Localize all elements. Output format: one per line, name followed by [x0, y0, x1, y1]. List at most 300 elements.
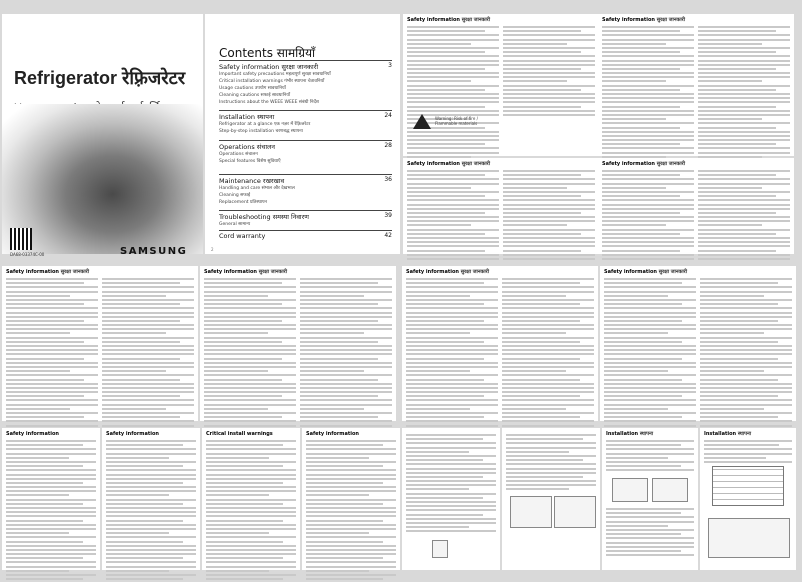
text-line	[300, 282, 378, 284]
toc-page-ref: 24	[384, 112, 392, 119]
text-line	[407, 229, 499, 231]
text-line	[406, 278, 498, 280]
text-line	[502, 303, 580, 305]
text-line	[700, 395, 778, 397]
text-line	[700, 353, 792, 355]
text-line	[606, 533, 681, 535]
text-line	[506, 488, 569, 490]
text-line	[300, 324, 392, 326]
text-line	[204, 341, 282, 343]
toc-row[interactable]: Handling and care संभाल और देखभाल	[219, 186, 295, 191]
toc-rule	[219, 140, 392, 141]
toc-row[interactable]: Special features विशेष सुविधाएँ	[219, 159, 281, 164]
text-line	[502, 307, 594, 309]
text-line	[602, 220, 694, 222]
text-line	[602, 101, 694, 103]
safety-page-9	[402, 266, 598, 421]
text-line	[502, 299, 594, 301]
text-line	[602, 106, 680, 108]
text-line	[106, 570, 169, 572]
text-line	[406, 307, 498, 309]
text-line	[698, 220, 790, 222]
text-line	[102, 295, 166, 297]
text-line	[700, 316, 792, 318]
text-line	[406, 425, 498, 427]
text-line	[503, 80, 567, 82]
text-line	[602, 237, 694, 239]
page-header	[602, 17, 685, 23]
text-line	[6, 299, 98, 301]
text-line	[6, 286, 98, 288]
page-header	[407, 17, 490, 23]
text-line	[204, 358, 282, 360]
text-line	[503, 110, 595, 112]
text-line	[206, 465, 283, 467]
text-line	[6, 332, 70, 334]
text-line	[704, 440, 792, 442]
page-header	[306, 431, 359, 437]
text-line	[6, 507, 96, 509]
text-line	[306, 457, 369, 459]
text-line	[204, 420, 296, 422]
text-line	[604, 379, 682, 381]
text-line	[306, 561, 396, 563]
text-line	[602, 139, 694, 141]
text-line	[698, 34, 790, 36]
text-column	[102, 278, 194, 429]
text-line	[102, 299, 194, 301]
text-line	[503, 89, 581, 91]
text-line	[306, 474, 396, 476]
text-line	[306, 482, 383, 484]
text-line	[206, 482, 283, 484]
text-line	[502, 332, 566, 334]
text-line	[698, 51, 776, 53]
text-line	[106, 469, 196, 471]
safety-page-12	[102, 428, 200, 570]
text-line	[6, 499, 96, 501]
text-line	[206, 515, 296, 517]
text-line	[406, 526, 469, 528]
text-line	[102, 425, 194, 427]
doc-code: DA68-03374C-00	[10, 252, 45, 257]
text-line	[300, 349, 392, 351]
toc-rule	[219, 210, 392, 211]
text-line	[206, 474, 296, 476]
text-line	[502, 312, 594, 314]
text-line	[602, 250, 680, 252]
toc-row[interactable]: Important safety precautions महत्वपूर्ण सुरक्षा सावधानियाँ	[219, 72, 331, 77]
text-line	[503, 64, 595, 66]
text-line	[6, 399, 98, 401]
text-line	[206, 578, 283, 580]
text-line	[407, 208, 499, 210]
text-line	[698, 122, 790, 124]
text-line	[602, 110, 694, 112]
text-line	[102, 404, 194, 406]
text-line	[204, 291, 296, 293]
header-hi: सुरक्षा जानकारी	[461, 161, 491, 167]
text-line	[506, 451, 569, 453]
text-line	[604, 299, 696, 301]
text-line	[406, 366, 498, 368]
text-line	[6, 282, 84, 284]
text-line	[698, 131, 790, 133]
text-line	[204, 370, 268, 372]
text-line	[407, 76, 499, 78]
text-line	[106, 520, 183, 522]
text-line	[606, 525, 668, 527]
toc-section[interactable]: Troubleshooting समस्या निवारण	[219, 213, 309, 221]
text-line	[6, 278, 98, 280]
text-line	[306, 465, 383, 467]
text-line	[604, 366, 696, 368]
text-line	[602, 208, 694, 210]
text-line	[407, 51, 485, 53]
text-line	[606, 512, 681, 514]
text-line	[407, 178, 499, 180]
header-hi: स्थापना	[737, 431, 752, 437]
text-line	[204, 349, 296, 351]
text-line	[206, 536, 296, 538]
text-line	[602, 212, 680, 214]
toc-section[interactable]: Cord warranty	[219, 232, 266, 240]
text-line	[602, 68, 680, 70]
text-line	[300, 278, 392, 280]
text-line	[204, 303, 282, 305]
text-line	[102, 399, 194, 401]
toc-row[interactable]: Cleaning सफाई	[219, 193, 251, 198]
text-line	[406, 509, 496, 511]
text-line	[300, 337, 392, 339]
toc-row[interactable]: Critical installation warnings गंभीर स्थापना चेतावनियाँ	[219, 79, 325, 84]
text-line	[698, 68, 776, 70]
text-line	[6, 486, 96, 488]
text-line	[407, 224, 471, 226]
text-line	[506, 480, 596, 482]
text-line	[503, 220, 595, 222]
spec-table	[712, 466, 784, 506]
text-line	[602, 178, 694, 180]
text-line	[506, 484, 596, 486]
text-line	[6, 420, 98, 422]
text-line	[604, 362, 696, 364]
text-line	[406, 522, 496, 524]
safety-page-16	[502, 428, 600, 570]
text-line	[698, 97, 790, 99]
text-line	[206, 541, 283, 543]
text-line	[602, 170, 694, 172]
toc-section[interactable]: Maintenance रखरखाव	[219, 177, 285, 185]
safety-page-4	[598, 14, 794, 156]
diagram-figure	[510, 496, 552, 528]
text-line	[206, 553, 296, 555]
text-line	[700, 416, 778, 418]
text-line	[206, 494, 269, 496]
text-line	[602, 85, 694, 87]
text-column	[602, 26, 694, 168]
text-line	[406, 345, 498, 347]
text-line	[604, 404, 696, 406]
header-hi: सुरक्षा जानकारी	[656, 17, 686, 23]
text-line	[300, 328, 392, 330]
text-line	[106, 478, 196, 480]
text-line	[698, 30, 776, 32]
text-line	[306, 536, 396, 538]
text-line	[700, 366, 792, 368]
text-line	[6, 366, 98, 368]
text-line	[407, 199, 499, 201]
text-line	[503, 101, 595, 103]
header-en: Safety information	[604, 269, 657, 275]
text-line	[700, 299, 792, 301]
text-line	[700, 379, 778, 381]
safety-page-15	[402, 428, 500, 570]
critical-page	[202, 428, 300, 570]
text-line	[602, 34, 694, 36]
text-line	[102, 345, 194, 347]
text-line	[602, 80, 666, 82]
text-line	[6, 549, 96, 551]
text-line	[306, 469, 396, 471]
text-line	[700, 286, 792, 288]
text-line	[502, 374, 594, 376]
text-line	[698, 204, 790, 206]
text-line	[406, 488, 469, 490]
safety-page-7	[2, 266, 198, 421]
text-line	[502, 416, 580, 418]
header-en: Safety information	[204, 269, 257, 275]
text-line	[503, 60, 595, 62]
text-line	[6, 520, 83, 522]
text-line	[407, 97, 499, 99]
text-line	[698, 143, 776, 145]
text-line	[407, 143, 485, 145]
toc-row[interactable]: Step-by-step installation चरणबद्ध स्थापना	[219, 129, 303, 134]
text-line	[204, 425, 296, 427]
text-line	[6, 312, 98, 314]
text-line	[206, 478, 296, 480]
text-line	[698, 43, 762, 45]
text-line	[604, 358, 682, 360]
text-line	[204, 328, 296, 330]
page-header	[406, 269, 489, 275]
text-line	[300, 312, 392, 314]
text-line	[106, 553, 196, 555]
text-line	[6, 448, 96, 450]
text-line	[406, 312, 498, 314]
text-line	[604, 412, 696, 414]
text-column	[407, 26, 499, 168]
text-line	[300, 374, 392, 376]
toc-row[interactable]: Replacement प्रतिस्थापन	[219, 200, 268, 205]
text-line	[6, 528, 96, 530]
page-header	[6, 431, 59, 437]
text-line	[700, 370, 764, 372]
page-header	[204, 269, 287, 275]
text-line	[6, 494, 69, 496]
text-line	[407, 204, 499, 206]
text-line	[206, 453, 296, 455]
text-line	[407, 47, 499, 49]
text-line	[300, 345, 392, 347]
text-column	[602, 170, 694, 262]
text-line	[6, 478, 96, 480]
text-line	[602, 47, 694, 49]
text-line	[407, 135, 499, 137]
text-line	[406, 370, 470, 372]
text-line	[503, 241, 595, 243]
text-line	[602, 118, 666, 120]
warning-note: Warning: Risk of fire / Flammable materials	[435, 116, 478, 126]
text-line	[6, 320, 84, 322]
text-line	[206, 499, 296, 501]
toc-section[interactable]: Operations संचालन	[219, 143, 276, 151]
text-line	[6, 465, 83, 467]
text-line	[6, 515, 96, 517]
text-line	[300, 291, 392, 293]
text-line	[6, 362, 98, 364]
text-line	[406, 497, 483, 499]
text-line	[6, 404, 98, 406]
toc-section[interactable]: Safety information सुरक्षा जानकारी	[219, 63, 319, 71]
text-line	[406, 399, 498, 401]
text-line	[604, 387, 696, 389]
text-line	[503, 183, 595, 185]
text-line	[606, 537, 694, 539]
text-line	[102, 312, 194, 314]
text-line	[602, 152, 694, 154]
text-line	[102, 286, 194, 288]
text-line	[604, 316, 696, 318]
toc-row[interactable]: Usage cautions उपयोग सावधानियाँ	[219, 86, 286, 91]
text-line	[406, 358, 484, 360]
text-line	[6, 578, 83, 580]
text-line	[602, 26, 694, 28]
text-line	[602, 199, 694, 201]
text-line	[406, 493, 496, 495]
text-line	[106, 474, 196, 476]
text-line	[704, 453, 792, 455]
text-line	[502, 425, 594, 427]
text-line	[306, 490, 396, 492]
text-line	[606, 461, 694, 463]
text-line	[300, 358, 378, 360]
text-line	[698, 139, 790, 141]
text-line	[503, 233, 581, 235]
text-line	[300, 307, 392, 309]
text-line	[604, 391, 696, 393]
toc-row[interactable]: Operations संचालन	[219, 152, 258, 157]
text-line	[700, 291, 792, 293]
text-line	[698, 250, 776, 252]
text-line	[700, 374, 792, 376]
text-line	[306, 524, 396, 526]
text-line	[502, 341, 580, 343]
toc-section[interactable]: Installation स्थापना	[219, 113, 275, 121]
header-en: Safety information	[602, 17, 655, 23]
text-line	[306, 574, 396, 576]
text-line	[407, 80, 471, 82]
text-line	[606, 457, 668, 459]
text-line	[102, 324, 194, 326]
text-line	[407, 139, 499, 141]
text-line	[602, 191, 694, 193]
text-column	[204, 278, 296, 429]
toc-row[interactable]: General सामान्य	[219, 222, 251, 227]
toc-row[interactable]: Instructions about the WEEE WEEE संबंधी निर्देश	[219, 100, 319, 105]
text-line	[406, 438, 483, 440]
text-column	[700, 278, 792, 429]
text-line	[602, 43, 666, 45]
text-line	[503, 30, 581, 32]
safety-page-5	[403, 158, 598, 254]
text-column	[106, 440, 196, 582]
toc-page	[205, 14, 400, 254]
text-line	[502, 383, 594, 385]
text-line	[102, 416, 180, 418]
text-column	[503, 170, 595, 262]
text-line	[407, 220, 499, 222]
text-line	[502, 353, 594, 355]
header-en: Safety information	[6, 431, 59, 437]
text-line	[406, 416, 484, 418]
text-line	[102, 387, 194, 389]
text-line	[698, 212, 776, 214]
text-line	[407, 250, 485, 252]
toc-row[interactable]: Refrigerator at a glance एक नज़र में रेफ़्रिजरेटर	[219, 122, 311, 127]
toc-rule	[219, 174, 392, 175]
text-line	[502, 328, 594, 330]
text-line	[6, 453, 96, 455]
text-line	[407, 106, 485, 108]
text-line	[300, 316, 392, 318]
text-line	[602, 147, 694, 149]
text-line	[698, 174, 776, 176]
text-line	[602, 64, 694, 66]
text-line	[704, 444, 779, 446]
toc-row[interactable]: Cleaning cautions सफाई सावधानियाँ	[219, 93, 291, 98]
text-line	[704, 448, 792, 450]
text-line	[700, 278, 792, 280]
text-line	[407, 64, 499, 66]
text-line	[407, 183, 499, 185]
text-line	[300, 420, 392, 422]
text-line	[6, 490, 96, 492]
manual-title: Refrigerator रेफ़्रिजरेटर	[14, 68, 186, 88]
text-line	[6, 474, 96, 476]
text-line	[502, 291, 594, 293]
text-line	[698, 258, 790, 260]
text-line	[698, 229, 790, 231]
header-hi: सुरक्षा जानकारी	[656, 161, 686, 167]
text-line	[204, 408, 268, 410]
toc-rule	[219, 60, 392, 61]
text-line	[102, 383, 194, 385]
text-line	[106, 557, 183, 559]
text-line	[106, 482, 183, 484]
text-line	[206, 440, 296, 442]
text-line	[602, 204, 694, 206]
text-line	[407, 131, 499, 133]
text-line	[606, 554, 694, 556]
text-line	[407, 55, 499, 57]
text-line	[306, 499, 396, 501]
text-line	[604, 408, 668, 410]
text-column	[506, 434, 596, 493]
text-line	[406, 387, 498, 389]
text-line	[700, 282, 778, 284]
